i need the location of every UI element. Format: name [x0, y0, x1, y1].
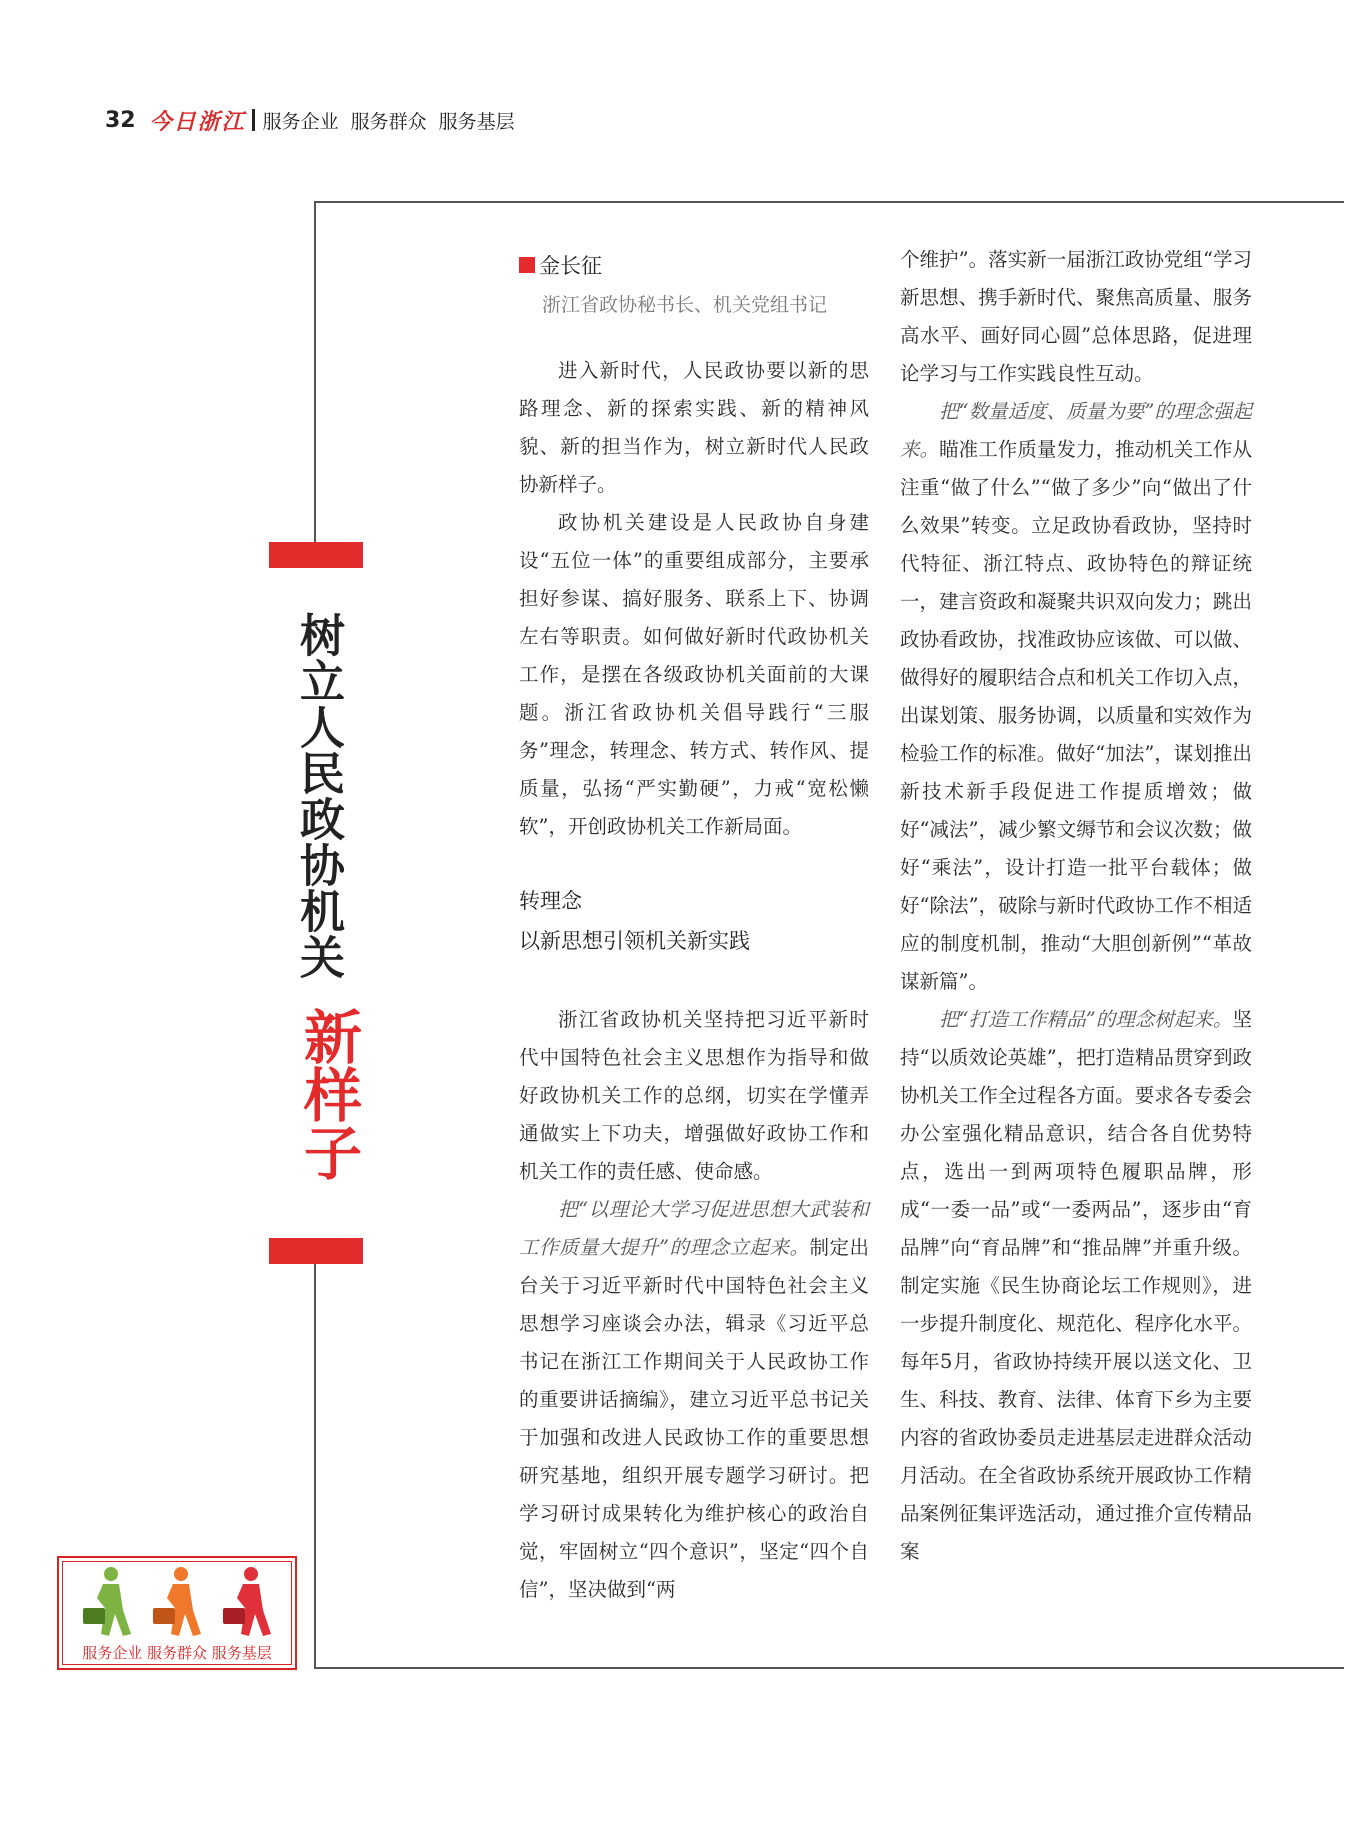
article-title-accent: 新样子: [294, 1007, 362, 1181]
badge-caption: 服务企业 服务群众 服务基层: [82, 1644, 272, 1662]
header-tag-enterprise: 服务企业: [262, 110, 339, 133]
person-orange-icon: [153, 1567, 201, 1636]
header-divider: [252, 109, 255, 131]
page-header: [105, 102, 527, 138]
paragraph: 个维护”。落实新一届浙江政协党组“学习新思想、携手新时代、聚焦高质量、服务高水平、画好同心圆”总体思路，促进理论学习与工作实践良性互动。: [900, 248, 1252, 385]
paragraph: 进入新时代，人民政协要以新的思路理念、新的探索实践、新的精神风貌、新的担当作为，树立新时代人民政协新样子。: [519, 359, 869, 496]
frame-left-line-upper: [314, 201, 316, 542]
right-text-column: [900, 241, 1252, 1571]
title-red-bar-top: [269, 542, 363, 568]
paragraph-body: 瞄准工作质量发力，推动机关工作从注重“做了什么”“做了多少”向“做出了什么效果”转变。立足政协看政协，坚持时代特征、浙江特点、政协特色的辩证统一，建言资政和凝聚共识双向发力；跳出政协看政协，找准政协应该做、可以做、做得好的履职结合点和机关工作切入点，出谋划策、服务协调，以质量和实效作为检验工作的标准。做好“加法”，谋划推出新技术新手段促进工作提质增效；做好“减法”，减少繁文缛节和会议次数；做好“乘法”，设计打造一批平台载体；做好“除法”，破除与新时代政协工作不相适应的制度机制，推动“大胆创新例”“革故谋新篇”。: [900, 438, 1252, 993]
paragraph: 政协机关建设是人民政协自身建设“五位一体”的重要组成部分，主要承担好参谋、搞好服务、联系上下、协调左右等职责。如何做好新时代政协机关工作，是摆在各级政协机关面前的大课题。浙江省政协机关倡导践行“三服务”理念，转理念、转方式、转作风、提质量，弘扬“严实勤硬”，力戒“宽松懒软”，开创政协机关工作新局面。: [519, 511, 869, 838]
section-heading-line-1: 转理念: [519, 889, 582, 913]
author-name: 金长征: [539, 254, 602, 278]
page-number: 32: [105, 107, 136, 133]
magazine-logo: 今日浙江: [149, 108, 246, 135]
paragraph-lead: 把“以理论大学习促进思想大武装和工作质量大提升”的理念立起来。: [519, 1198, 869, 1259]
title-red-bar-bottom: [269, 1238, 363, 1264]
header-tag-public: 服务群众: [350, 110, 427, 133]
article-title-main: 树立人民政协机关: [292, 612, 345, 980]
frame-left-line-lower: [314, 1264, 316, 1669]
left-text-column: [519, 352, 869, 1609]
red-square-icon: [519, 257, 535, 273]
section-heading: [519, 881, 869, 961]
article-title: [286, 612, 362, 1181]
paragraph: 浙江省政协机关坚持把习近平新时代中国特色社会主义思想作为指导和做好政协机关工作的总纲，切实在学懂弄通做实上下功夫，增强做好政协工作和机关工作的责任感、使命感。: [519, 1008, 869, 1183]
section-heading-line-2: 以新思想引领机关新实践: [519, 929, 750, 953]
author-name-row: [519, 250, 869, 280]
author-role: 浙江省政协秘书长、机关党组书记: [542, 294, 828, 316]
person-red-icon: [223, 1567, 271, 1636]
paragraph-lead: 把“打造工作精品”的理念树起来。: [939, 1008, 1233, 1031]
frame-top-line: [314, 201, 1344, 203]
paragraph-body: 制定出台关于习近平新时代中国特色社会主义思想学习座谈会办法，辑录《习近平总书记在浙江工作期间关于人民政协工作的重要讲话摘编》，建立习近平总书记关于加强和改进人民政协工作的重要思想研究基地，组织开展专题学习研讨。把学习研讨成果转化为维护核心的政治自觉，牢固树立“四个意识”，坚定“四个自信”，坚决做到“两: [519, 1236, 869, 1601]
paragraph: [900, 1001, 1252, 1571]
author-block: [519, 250, 869, 317]
paragraph-lead: 把“数量适度、质量为要”的理念强起来。: [900, 400, 1252, 461]
paragraph: [519, 1191, 869, 1609]
paragraph-body: 坚持“以质效论英雄”，把打造精品贯穿到政协机关工作全过程各方面。要求各专委会办公室强化精品意识，结合各自优势特点，选出一到两项特色履职品牌，形成“一委一品”或“一委两品”，逐步由“育品牌”向“育品牌”和“推品牌”并重升级。制定实施《民生协商论坛工作规则》，进一步提升制度化、规范化、程序化水平。每年5月，省政协持续开展以送文化、卫生、科技、教育、法律、体育下乡为主要内容的省政协委员走进基层走进群众活动月活动。在全省政协系统开展政协工作精品案例征集评选活动，通过推介宣传精品案: [900, 1008, 1252, 1563]
service-badge: [57, 1556, 297, 1670]
paragraph: [900, 393, 1252, 1001]
header-tag-grassroots: 服务基层: [438, 110, 515, 133]
person-green-icon: [83, 1567, 131, 1636]
frame-bottom-line: [314, 1667, 1344, 1669]
walking-people-icon: [69, 1564, 289, 1640]
